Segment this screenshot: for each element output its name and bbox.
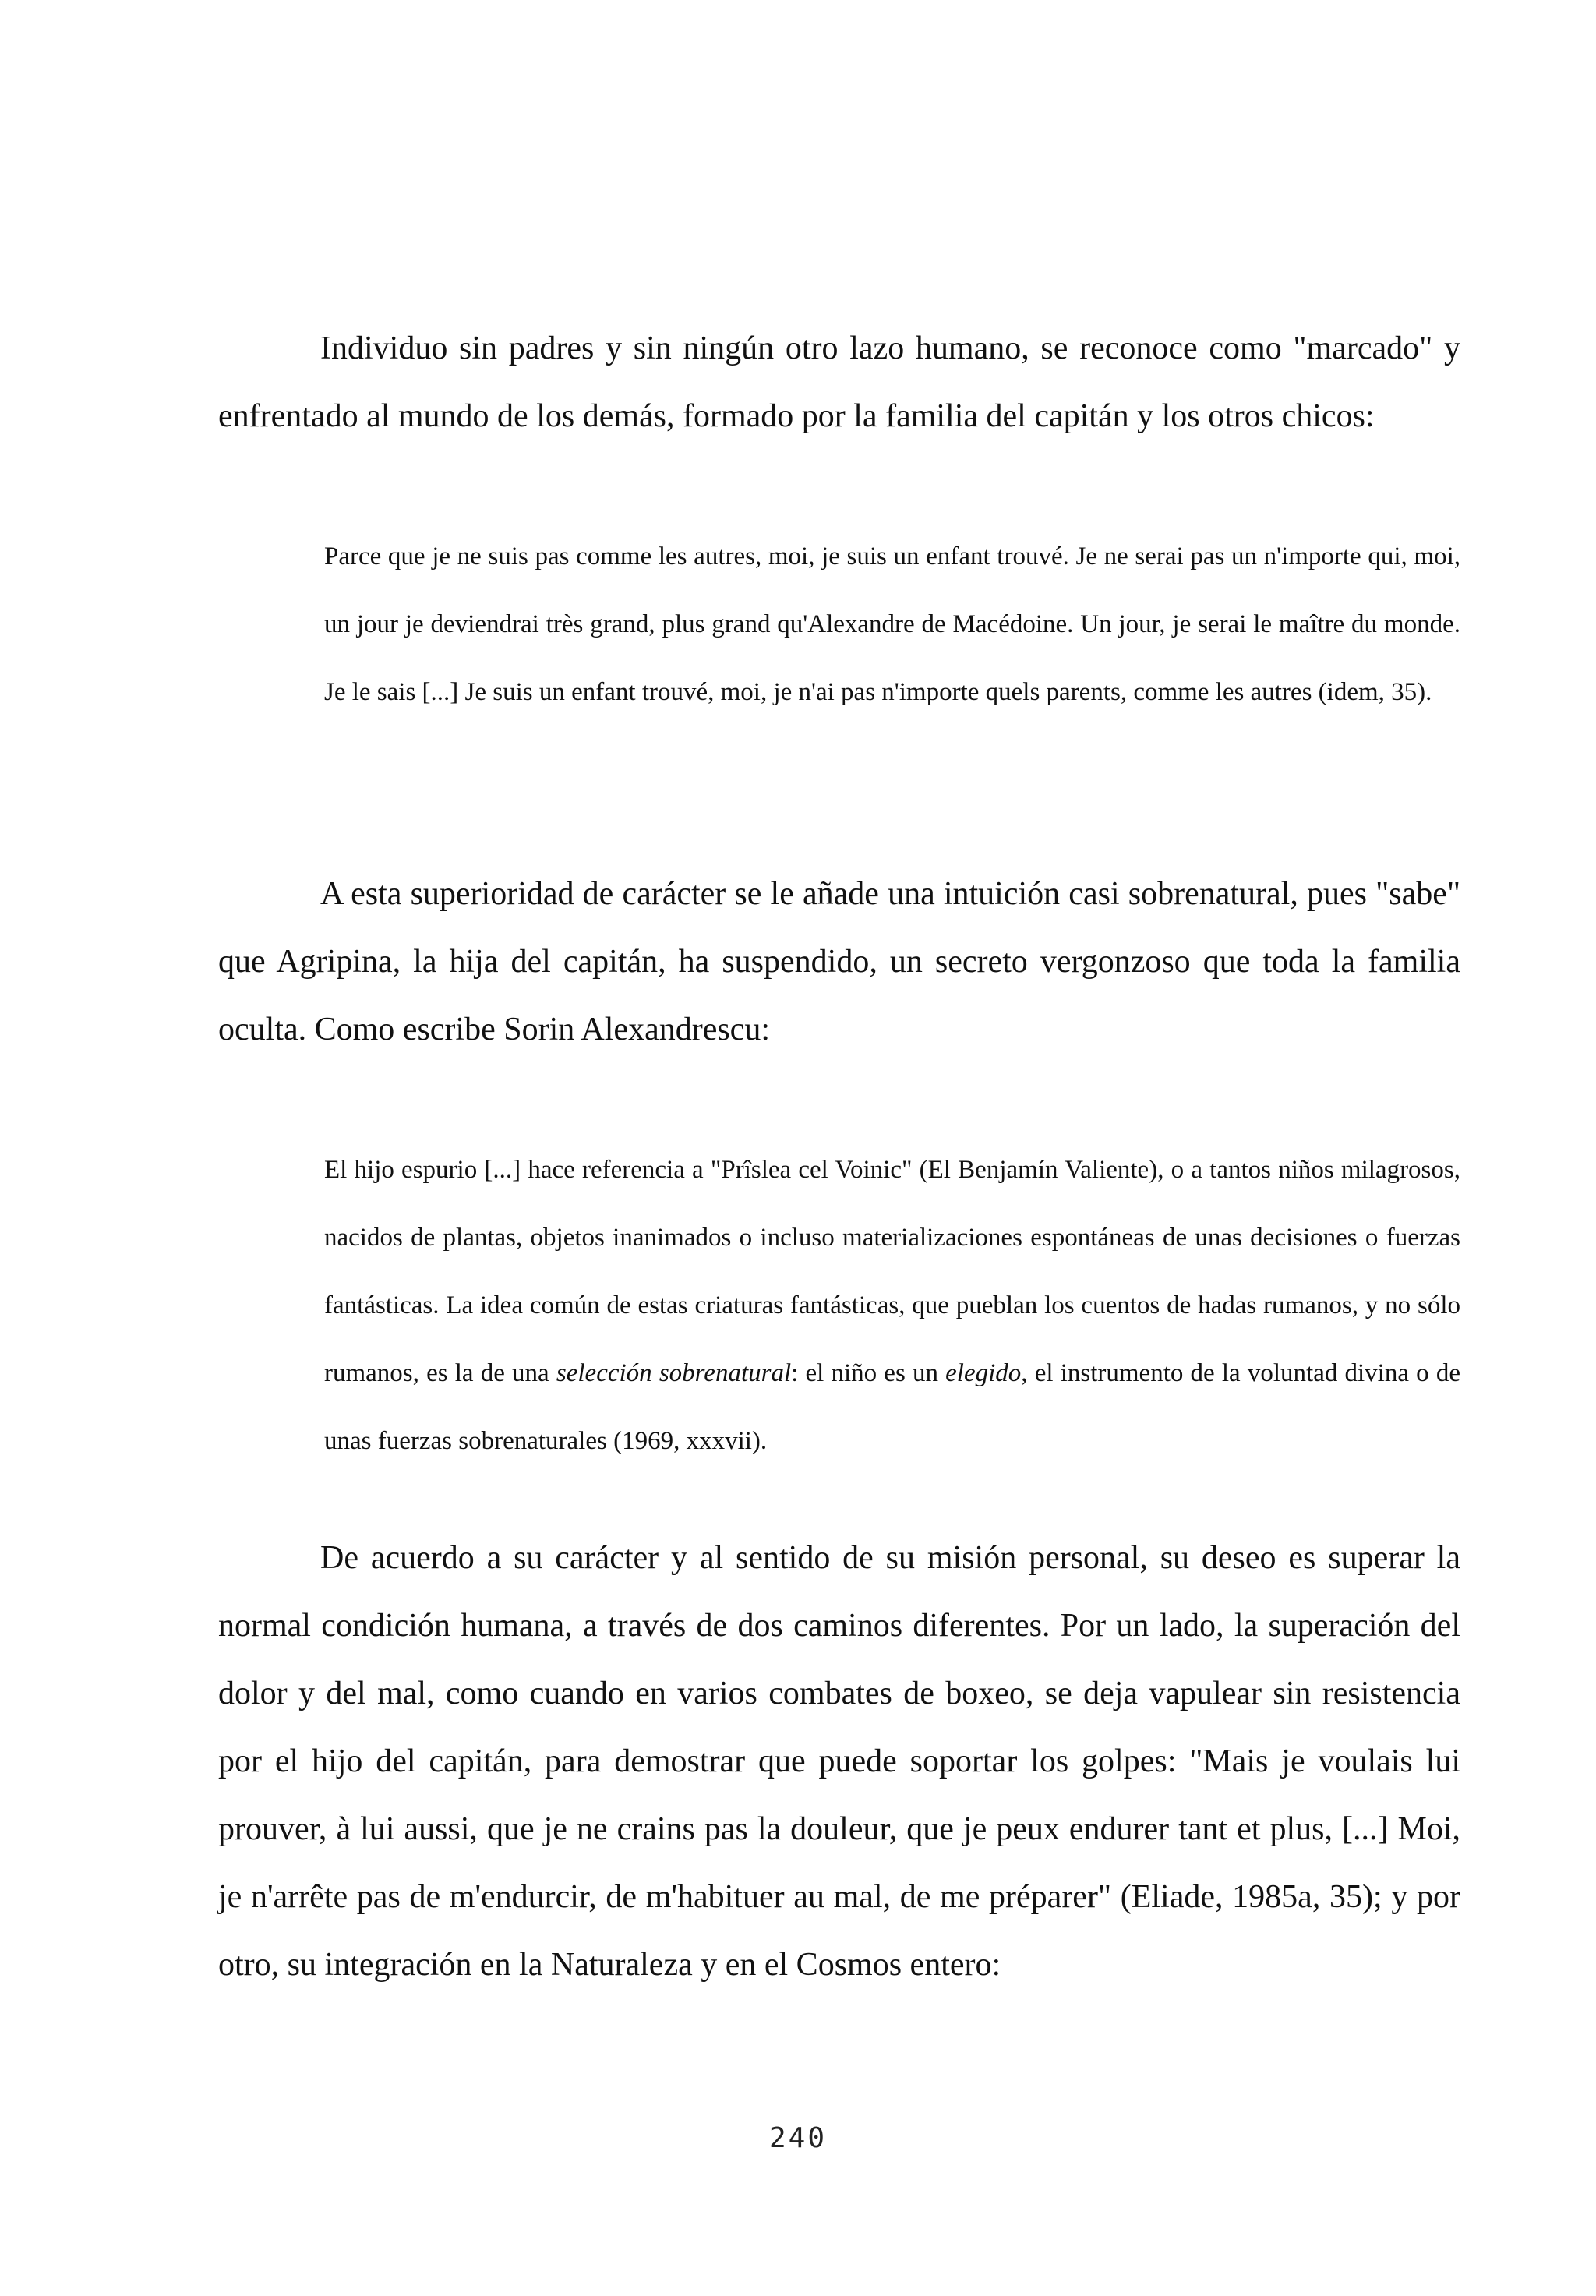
quote-2-emphasis-seleccion: selección sobrenatural xyxy=(556,1359,792,1387)
quote-2-text-part-2: : el niño es un xyxy=(791,1359,946,1387)
body-paragraph-3: De acuerdo a su carácter y al sentido de su misión personal, su deseo es superar la normal condición humana, a través de dos caminos diferentes. Por un lado, la superación del dolor y del mal, como cuando en varios combates de boxeo, se deja vapulear sin resistencia por el hijo del capitán, para demostrar que puede soportar los golpes: "Mais je voulais lui prouver, à lui aussi, que je ne crains pas la douleur, que je peux endurer tant et plus, [...] Moi, je n'arrête pas de m'endurcir, de m'habituer au mal, de me préparer" (Eliade, 1985a, 35); y por otro, su integración en la Naturaleza y en el Cosmos entero: xyxy=(218,1540,1460,1983)
quote-2-text-part-3: , el instrumento de la voluntad divina o de unas fuerzas sobrenaturales (1969, xxxvii). xyxy=(324,1359,1460,1455)
page-number: 240 xyxy=(768,2122,828,2154)
quote-2-emphasis-elegido: elegido xyxy=(945,1359,1022,1387)
quote-2-text-part-1: El hijo espurio [...] hace referencia a "Prîslea cel Voinic" (El Benjamín Valiente), o a tantos niños milagrosos, nacidos de plantas, objetos inanimados o incluso materializaciones espontáneas de unas decisiones o fuerzas fantásticas. La idea común de estas criaturas fantásticas, que pueblan los cuentos de hadas rumanos, y no sólo rumanos, es la de una xyxy=(324,1156,1460,1387)
body-paragraph-2: A esta superioridad de carácter se le añade una intuición casi sobrenatural, pues "sabe" que Agripina, la hija del capitán, ha suspendido, un secreto vergonzoso que toda la familia oculta. Como escribe Sorin Alexandrescu: xyxy=(218,876,1460,1047)
block-quote-2 xyxy=(324,1136,1460,1475)
body-paragraph-1: Individuo sin padres y sin ningún otro lazo humano, se reconoce como "marcado" y enfrentado al mundo de los demás, formado por la familia del capitán y los otros chicos: xyxy=(218,330,1460,434)
block-quote-1: Parce que je ne suis pas comme les autres, moi, je suis un enfant trouvé. Je ne serai pas un n'importe qui, moi, un jour je deviendrai très grand, plus grand qu'Alexandre de Macédoine. Un jour, je serai le maître du monde. Je le sais [...] Je suis un enfant trouvé, moi, je n'ai pas n'importe quels parents, comme les autres (idem, 35). xyxy=(324,542,1460,706)
